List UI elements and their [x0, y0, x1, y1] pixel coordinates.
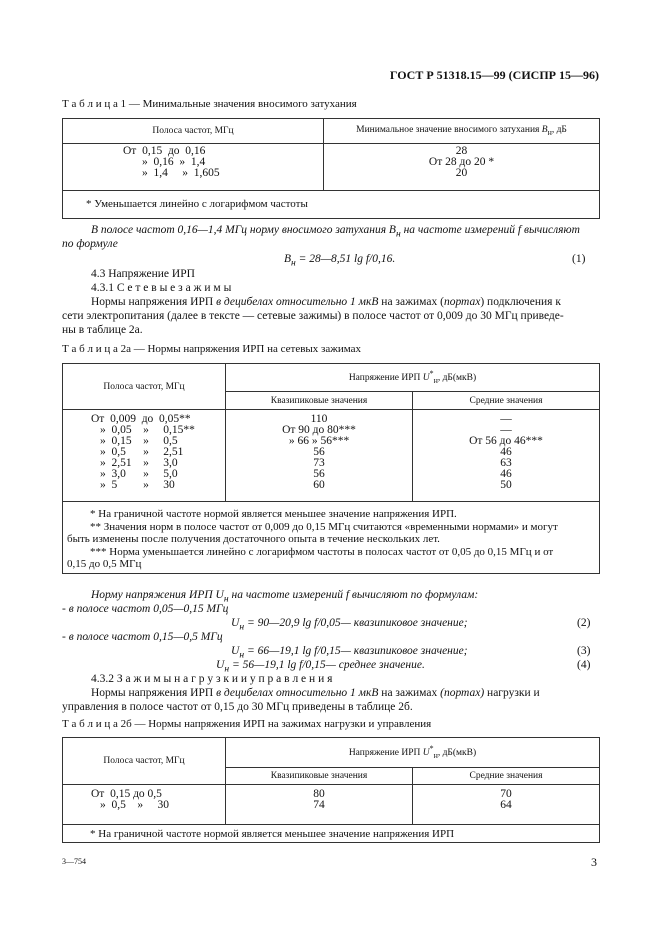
t2a-qp-value: 73: [313, 457, 325, 469]
t2a-freq-row: » 5 » 30: [100, 479, 175, 491]
t2b-avg-value: 70: [500, 788, 512, 800]
t1-value: 28: [455, 145, 468, 157]
section-4-3-1-para-line3: ны в таблице 2а.: [62, 324, 143, 336]
t2a-freq-row: От 0,009 до 0,05**: [91, 413, 191, 425]
formula-1-number: (1): [572, 253, 586, 265]
t2b-quasipeak-cell: [226, 785, 413, 825]
section-4-3-1-title: 4.3.1 С е т е в ы е з а ж и м ы: [91, 282, 232, 294]
t2a-qp-value: От 90 до 80***: [282, 424, 356, 436]
t2b-footnote: * На граничной частоте нормой является меньшее значение напряжения ИРП: [63, 825, 600, 843]
page-number: 3: [591, 855, 597, 869]
t2a-avg-value: 50: [500, 479, 512, 491]
t1-value: От 28 до 20 *: [428, 156, 495, 168]
t2a-note-3: *** Норма уменьшается линейно с логарифмом частоты в полосах частот от 0,05 до 0,15 МГц и от: [90, 545, 554, 558]
t2a-freq-row: » 2,51 » 3,0: [100, 457, 178, 469]
t2a-qp-value: 60: [313, 479, 325, 491]
section-4-3-2-para: Нормы напряжения ИРП в децибелах относительно 1 мкВ на зажимах (портах) нагрузки и: [91, 687, 540, 699]
t2b-header-freq: Полоса частот, МГц: [63, 738, 226, 785]
t2a-note-1: * На граничной частоте нормой является меньшее значение напряжения ИРП.: [90, 508, 457, 520]
t2b-freq-cell: [63, 785, 226, 825]
section-4-3-2-para-line2: управления в полосе частот от 0,15 до 30 МГц приведены в таблице 2б.: [62, 701, 413, 713]
t2b-freq-row: » 0,5 » 30: [100, 799, 169, 811]
footer-code: 3—754: [62, 857, 86, 866]
t2a-average-cell: [413, 410, 600, 502]
t2a-qp-value: » 66 » 56***: [288, 435, 350, 447]
t2a-freq-row: » 0,15 » 0,5: [100, 435, 178, 447]
table-2a: [62, 363, 600, 574]
t2a-note-2-cont: быть изменены после получения достаточного опыта в течение нескольких лет.: [67, 533, 440, 545]
t2b-qp-value: 74: [313, 799, 325, 811]
t2a-freq-cell: [63, 410, 226, 502]
t2a-note-3-cont: 0,15 до 0,5 МГц: [67, 558, 142, 570]
t2a-footnotes: [63, 502, 600, 574]
t2a-freq-row: » 0,05 » 0,15**: [100, 424, 195, 436]
t2a-header-freq: Полоса частот, МГц: [63, 364, 226, 410]
formula-3-number: (3): [577, 645, 591, 657]
t1-header-attenuation: Минимальное значение вносимого затухания $B_н$, дБ: [324, 119, 600, 144]
t2a-qp-value: 56: [313, 468, 325, 480]
t1-footnote: * Уменьшается линейно с логарифмом частоты: [63, 191, 600, 219]
band-1-label: - в полосе частот 0,05—0,15 МГц: [62, 603, 229, 615]
t1-header-freq: Полоса частот, МГц: [63, 119, 324, 144]
t1-value-cell: [324, 144, 600, 191]
table1-caption: Т а б л и ц а 1 — Минимальные значения вносимого затухания: [62, 98, 357, 110]
t2a-avg-value: От 56 до 46***: [469, 435, 543, 447]
document-header: ГОСТ Р 51318.15—99 (СИСПР 15—96): [389, 68, 599, 82]
t2a-freq-row: » 0,5 » 2,51: [100, 446, 184, 458]
section-4-3-title: 4.3 Напряжение ИРП: [91, 268, 195, 280]
t1-freq-cell: [63, 144, 324, 191]
t1-formula-intro: В полосе частот 0,16—1,4 МГц норму вносимого затухания $B_н$ на частоте измерений f вычисляют: [91, 224, 580, 240]
table2b-caption: Т а б л и ц а 2б — Нормы напряжения ИРП на зажимах нагрузки и управления: [62, 718, 432, 730]
t2b-header-average: Средние значения: [413, 768, 600, 785]
table-2b: [62, 737, 600, 843]
t2b-header-voltage: Напряжение ИРП $U^*_н$, дБ(мкВ): [226, 738, 600, 768]
t2a-header-quasipeak: Квазипиковые значения: [226, 392, 413, 410]
formulas-intro: Норму напряжения ИРП $U_н$ на частоте измерений f вычисляют по формулам:: [91, 589, 479, 605]
t2a-qp-value: 110: [310, 413, 328, 425]
t2a-avg-value: 63: [500, 457, 512, 469]
formula-2: $U_н$ = 90—20,9 lg f/0,05— квазипиковое значение;: [231, 617, 468, 633]
formula-4-number: (4): [577, 659, 591, 671]
section-4-3-1-para: Нормы напряжения ИРП в децибелах относительно 1 мкВ на зажимах (портах) подключения к: [91, 296, 561, 308]
t2b-avg-value: 64: [500, 799, 512, 811]
formula-1: $B_н$ = 28—8,51 lg f/0,16.: [284, 253, 396, 269]
t2a-avg-value: 46: [500, 468, 512, 480]
t1-formula-intro-cont: по формуле: [62, 238, 118, 250]
section-4-3-2-title: 4.3.2 З а ж и м ы н а г р у з к и и у п р а в л е н и я: [91, 673, 333, 685]
t2a-freq-row: » 3,0 » 5,0: [100, 468, 178, 480]
t2b-qp-value: 80: [313, 788, 325, 800]
formula-4: $U_н$ = 56—19,1 lg f/0,15— среднее значение.: [216, 659, 425, 675]
t1-value: 20: [455, 167, 468, 179]
t1-freq-row: От 0,15 до 0,16: [123, 145, 206, 157]
formula-3: $U_н$ = 66—19,1 lg f/0,15— квазипиковое значение;: [231, 645, 468, 661]
t2b-average-cell: [413, 785, 600, 825]
table2a-caption: Т а б л и ц а 2а — Нормы напряжения ИРП на сетевых зажимах: [62, 343, 362, 355]
band-2-label: - в полосе частот 0,15—0,5 МГц: [62, 631, 223, 643]
t2a-note-2: ** Значения норм в полосе частот от 0,009 до 0,15 МГц считаются «временными нормами» и могут: [90, 520, 558, 533]
t2a-qp-value: 56: [313, 446, 325, 458]
table-1: [62, 118, 600, 219]
t2a-header-voltage: Напряжение ИРП $U^*_н$, дБ(мкВ): [226, 364, 600, 392]
section-4-3-1-para-line2: сети электропитания (далее в тексте — сетевые зажимы) в полосе частот от 0,009 до 30 МГц приведе-: [62, 310, 564, 322]
t2a-header-average: Средние значения: [413, 392, 600, 410]
t2a-avg-value: 46: [500, 446, 512, 458]
t2a-avg-value: —: [500, 424, 512, 436]
formula-2-number: (2): [577, 617, 591, 629]
t1-freq-row: » 0,16 » 1,4: [142, 156, 206, 168]
t2b-freq-row: От 0,15 до 0,5: [91, 788, 162, 800]
t2a-quasipeak-cell: [226, 410, 413, 502]
t1-freq-row: » 1,4 » 1,605: [142, 167, 220, 179]
t2a-avg-value: —: [500, 413, 512, 425]
t2b-header-quasipeak: Квазипиковые значения: [226, 768, 413, 785]
